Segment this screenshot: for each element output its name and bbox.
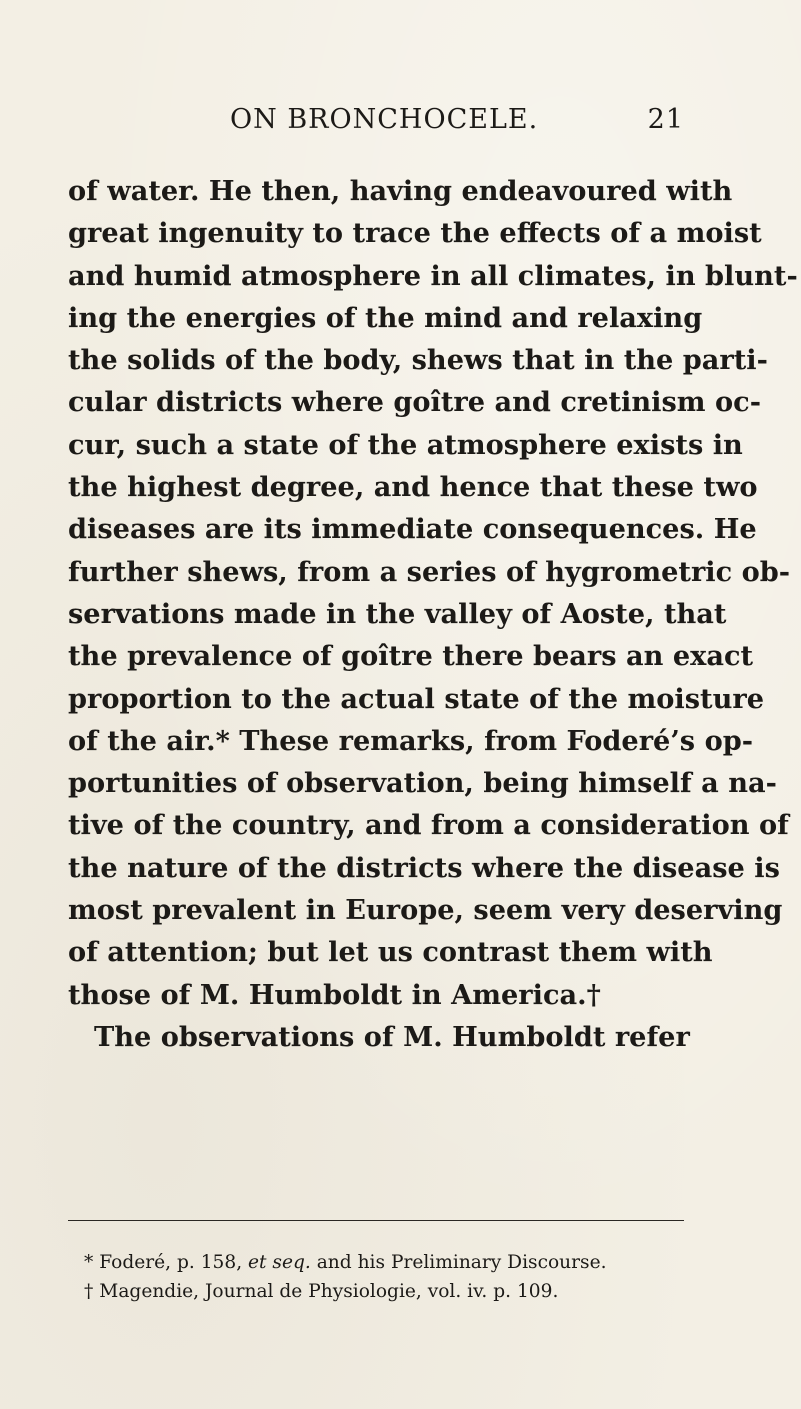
- text-line: the nature of the districts where the disease is: [68, 851, 780, 884]
- text-line: ing the energies of the mind and relaxing: [68, 301, 703, 334]
- page-header: [230, 104, 684, 144]
- text-line: the prevalence of goître there bears an exact: [68, 640, 754, 673]
- text-line: great ingenuity to trace the effects of a moist: [68, 217, 762, 250]
- footnotes: [84, 1248, 684, 1306]
- text-line: servations made in the valley of Aoste, that: [68, 597, 727, 630]
- footnote-text: and his Preliminary Discourse.: [310, 1252, 607, 1273]
- text-line-indented: The observations of M. Humboldt refer: [94, 1020, 690, 1053]
- footnote: [84, 1248, 684, 1277]
- running-title: ON BRONCHOCELE.: [230, 104, 539, 135]
- footnote-rule: [68, 1220, 684, 1221]
- footnote-text: Foderé, p. 158,: [99, 1252, 249, 1273]
- footnote-italic: et seq.: [248, 1252, 311, 1273]
- text-line: cur, such a state of the atmosphere exists in: [68, 428, 743, 461]
- text-line: most prevalent in Europe, seem very deserving: [68, 894, 783, 927]
- footnote-mark: *: [84, 1252, 94, 1273]
- text-line: those of M. Humboldt in America.†: [68, 978, 601, 1011]
- text-line: the solids of the body, shews that in the parti-: [68, 344, 768, 377]
- text-line: tive of the country, and from a consideration of: [68, 809, 789, 842]
- text-line: and humid atmosphere in all climates, in blunt-: [68, 259, 798, 292]
- text-line: of the air.* These remarks, from Foderé’s op-: [68, 724, 753, 757]
- text-line: of water. He then, having endeavoured with: [68, 175, 733, 207]
- footnote-text: Magendie, Journal de Physiologie, vol. iv. p. 109.: [99, 1281, 559, 1302]
- body-text: [68, 170, 798, 1058]
- text-line: diseases are its immediate consequences. He: [68, 513, 757, 546]
- text-line: portunities of observation, being himself a na-: [68, 767, 777, 800]
- text-line: of attention; but let us contrast them with: [68, 936, 713, 969]
- text-line: cular districts where goître and cretinism oc-: [68, 386, 761, 419]
- text-line: proportion to the actual state of the moisture: [68, 682, 765, 715]
- footnote: [84, 1277, 684, 1306]
- footnote-mark: †: [84, 1281, 94, 1302]
- text-line: the highest degree, and hence that these two: [68, 471, 758, 504]
- text-line: further shews, from a series of hygrometric ob-: [68, 555, 791, 588]
- page-number: 21: [647, 104, 684, 135]
